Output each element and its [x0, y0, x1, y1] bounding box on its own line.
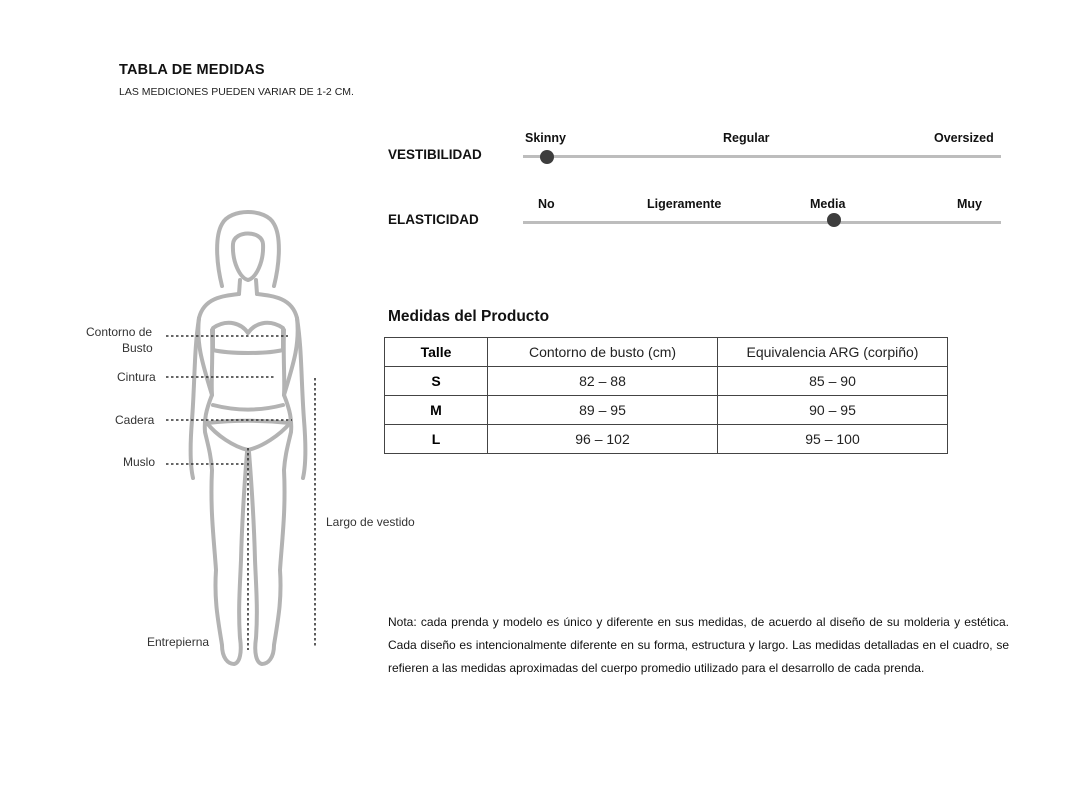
vestibilidad-label: VESTIBILIDAD [388, 147, 482, 162]
table-header-row [385, 338, 948, 367]
label-cintura: Cintura [117, 370, 156, 384]
label-entrepierna: Entrepierna [147, 635, 210, 649]
size-cell: L [385, 425, 488, 454]
label-largo-de-vestido: Largo de vestido [326, 515, 415, 529]
label-cadera: Cadera [115, 413, 155, 427]
equivalence-cell: 90 – 95 [718, 396, 948, 425]
table-row [385, 425, 948, 454]
column-header-talle: Talle [385, 338, 488, 367]
column-header-contorno: Contorno de busto (cm) [488, 338, 718, 367]
product-measurements-title: Medidas del Producto [388, 308, 550, 325]
label-busto: Busto [122, 341, 153, 355]
table-row [385, 396, 948, 425]
size-cell: M [385, 396, 488, 425]
elasticidad-label: ELASTICIDAD [388, 212, 479, 227]
page-title: TABLA DE MEDIDAS [119, 62, 265, 78]
page-subtitle: LAS MEDICIONES PUEDEN VARIAR DE 1-2 CM. [119, 86, 354, 98]
vestibilidad-option-skinny: Skinny [525, 131, 566, 145]
elasticidad-option-no: No [538, 197, 555, 211]
size-cell: S [385, 367, 488, 396]
elasticidad-option-muy: Muy [957, 197, 982, 211]
elasticidad-indicator [827, 213, 841, 227]
column-header-equivalencia: Equivalencia ARG (corpiño) [718, 338, 948, 367]
equivalence-cell: 85 – 90 [718, 367, 948, 396]
equivalence-cell: 95 – 100 [718, 425, 948, 454]
body-figure-illustration [150, 200, 340, 675]
vestibilidad-option-oversized: Oversized [934, 131, 994, 145]
vestibilidad-indicator [540, 150, 554, 164]
bust-cell: 89 – 95 [488, 396, 718, 425]
label-muslo: Muslo [123, 455, 156, 469]
elasticidad-option-media: Media [810, 197, 846, 211]
bust-cell: 96 – 102 [488, 425, 718, 454]
elasticidad-track [523, 221, 1001, 224]
vestibilidad-track [523, 155, 1001, 158]
size-table [384, 337, 948, 454]
elasticidad-option-ligeramente: Ligeramente [647, 197, 722, 211]
vestibilidad-option-regular: Regular [723, 131, 770, 145]
label-contorno-de: Contorno de [86, 325, 153, 339]
disclaimer-note: Nota: cada prenda y modelo es único y diferente en sus medidas, de acuerdo al diseño de su molderia y estética. Cada diseño es intencionalmente diferente en su forma, estructura y largo. Las medidas detalladas en el cuadro, se refieren a las medidas aproximadas del cuerpo promedio utilizado para el desarrollo de cada prenda. [388, 615, 1009, 675]
table-row [385, 367, 948, 396]
bust-cell: 82 – 88 [488, 367, 718, 396]
